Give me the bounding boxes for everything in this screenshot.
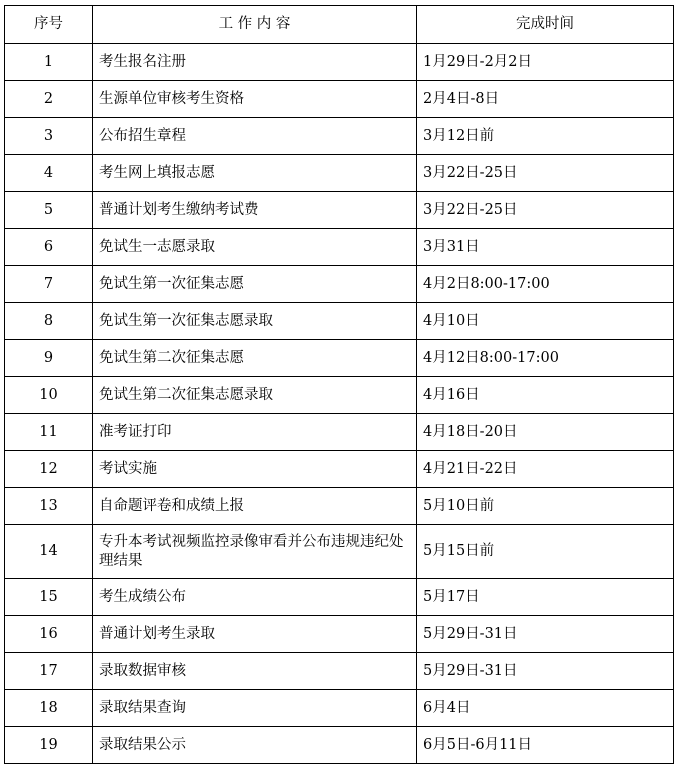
cell-no: 11 bbox=[5, 414, 93, 451]
cell-task: 生源单位审核考生资格 bbox=[93, 81, 417, 118]
cell-task: 准考证打印 bbox=[93, 414, 417, 451]
cell-time: 6月4日 bbox=[417, 690, 674, 727]
cell-time: 4月10日 bbox=[417, 303, 674, 340]
table-row bbox=[5, 377, 674, 414]
cell-no: 17 bbox=[5, 653, 93, 690]
cell-time: 5月10日前 bbox=[417, 488, 674, 525]
cell-no: 15 bbox=[5, 579, 93, 616]
cell-time: 3月22日-25日 bbox=[417, 192, 674, 229]
table-body bbox=[5, 44, 674, 764]
table-row bbox=[5, 525, 674, 579]
cell-task: 普通计划考生缴纳考试费 bbox=[93, 192, 417, 229]
schedule-table bbox=[4, 5, 674, 764]
cell-no: 18 bbox=[5, 690, 93, 727]
cell-task: 免试生第二次征集志愿 bbox=[93, 340, 417, 377]
cell-no: 4 bbox=[5, 155, 93, 192]
cell-time: 5月17日 bbox=[417, 579, 674, 616]
table-row bbox=[5, 488, 674, 525]
cell-time: 6月5日-6月11日 bbox=[417, 727, 674, 764]
cell-no: 13 bbox=[5, 488, 93, 525]
cell-task: 专升本考试视频监控录像审看并公布违规违纪处理结果 bbox=[93, 525, 417, 579]
cell-task: 考生网上填报志愿 bbox=[93, 155, 417, 192]
cell-task: 免试生第二次征集志愿录取 bbox=[93, 377, 417, 414]
cell-time: 4月12日8:00-17:00 bbox=[417, 340, 674, 377]
cell-no: 7 bbox=[5, 266, 93, 303]
cell-no: 5 bbox=[5, 192, 93, 229]
table-row bbox=[5, 690, 674, 727]
cell-no: 2 bbox=[5, 81, 93, 118]
header-cell-task: 工 作 内 容 bbox=[93, 6, 417, 44]
table-row bbox=[5, 451, 674, 488]
table-row bbox=[5, 727, 674, 764]
cell-no: 16 bbox=[5, 616, 93, 653]
header-cell-no: 序号 bbox=[5, 6, 93, 44]
cell-time: 3月12日前 bbox=[417, 118, 674, 155]
table-row bbox=[5, 340, 674, 377]
cell-time: 5月15日前 bbox=[417, 525, 674, 579]
table-row bbox=[5, 192, 674, 229]
table-row bbox=[5, 229, 674, 266]
cell-time: 4月18日-20日 bbox=[417, 414, 674, 451]
cell-no: 10 bbox=[5, 377, 93, 414]
cell-no: 12 bbox=[5, 451, 93, 488]
table-row bbox=[5, 616, 674, 653]
cell-task: 免试生一志愿录取 bbox=[93, 229, 417, 266]
cell-time: 2月4日-8日 bbox=[417, 81, 674, 118]
cell-task: 录取数据审核 bbox=[93, 653, 417, 690]
cell-time: 5月29日-31日 bbox=[417, 616, 674, 653]
table-row bbox=[5, 653, 674, 690]
cell-time: 3月22日-25日 bbox=[417, 155, 674, 192]
table-row bbox=[5, 44, 674, 81]
cell-task: 免试生第一次征集志愿 bbox=[93, 266, 417, 303]
cell-no: 19 bbox=[5, 727, 93, 764]
cell-task: 公布招生章程 bbox=[93, 118, 417, 155]
cell-no: 14 bbox=[5, 525, 93, 579]
header-row bbox=[5, 6, 674, 44]
cell-no: 6 bbox=[5, 229, 93, 266]
table-row bbox=[5, 303, 674, 340]
cell-time: 5月29日-31日 bbox=[417, 653, 674, 690]
cell-time: 3月31日 bbox=[417, 229, 674, 266]
cell-no: 3 bbox=[5, 118, 93, 155]
cell-no: 9 bbox=[5, 340, 93, 377]
cell-task: 考生报名注册 bbox=[93, 44, 417, 81]
cell-time: 4月16日 bbox=[417, 377, 674, 414]
cell-task: 录取结果查询 bbox=[93, 690, 417, 727]
cell-time: 1月29日-2月2日 bbox=[417, 44, 674, 81]
table-row bbox=[5, 118, 674, 155]
cell-task: 考生成绩公布 bbox=[93, 579, 417, 616]
cell-task: 自命题评卷和成绩上报 bbox=[93, 488, 417, 525]
cell-no: 1 bbox=[5, 44, 93, 81]
table-row bbox=[5, 266, 674, 303]
table-row bbox=[5, 579, 674, 616]
cell-time: 4月2日8:00-17:00 bbox=[417, 266, 674, 303]
table-row bbox=[5, 414, 674, 451]
cell-time: 4月21日-22日 bbox=[417, 451, 674, 488]
cell-no: 8 bbox=[5, 303, 93, 340]
cell-task: 考试实施 bbox=[93, 451, 417, 488]
table-row bbox=[5, 81, 674, 118]
cell-task: 普通计划考生录取 bbox=[93, 616, 417, 653]
cell-task: 免试生第一次征集志愿录取 bbox=[93, 303, 417, 340]
header-cell-time: 完成时间 bbox=[417, 6, 674, 44]
cell-task: 录取结果公示 bbox=[93, 727, 417, 764]
table-row bbox=[5, 155, 674, 192]
